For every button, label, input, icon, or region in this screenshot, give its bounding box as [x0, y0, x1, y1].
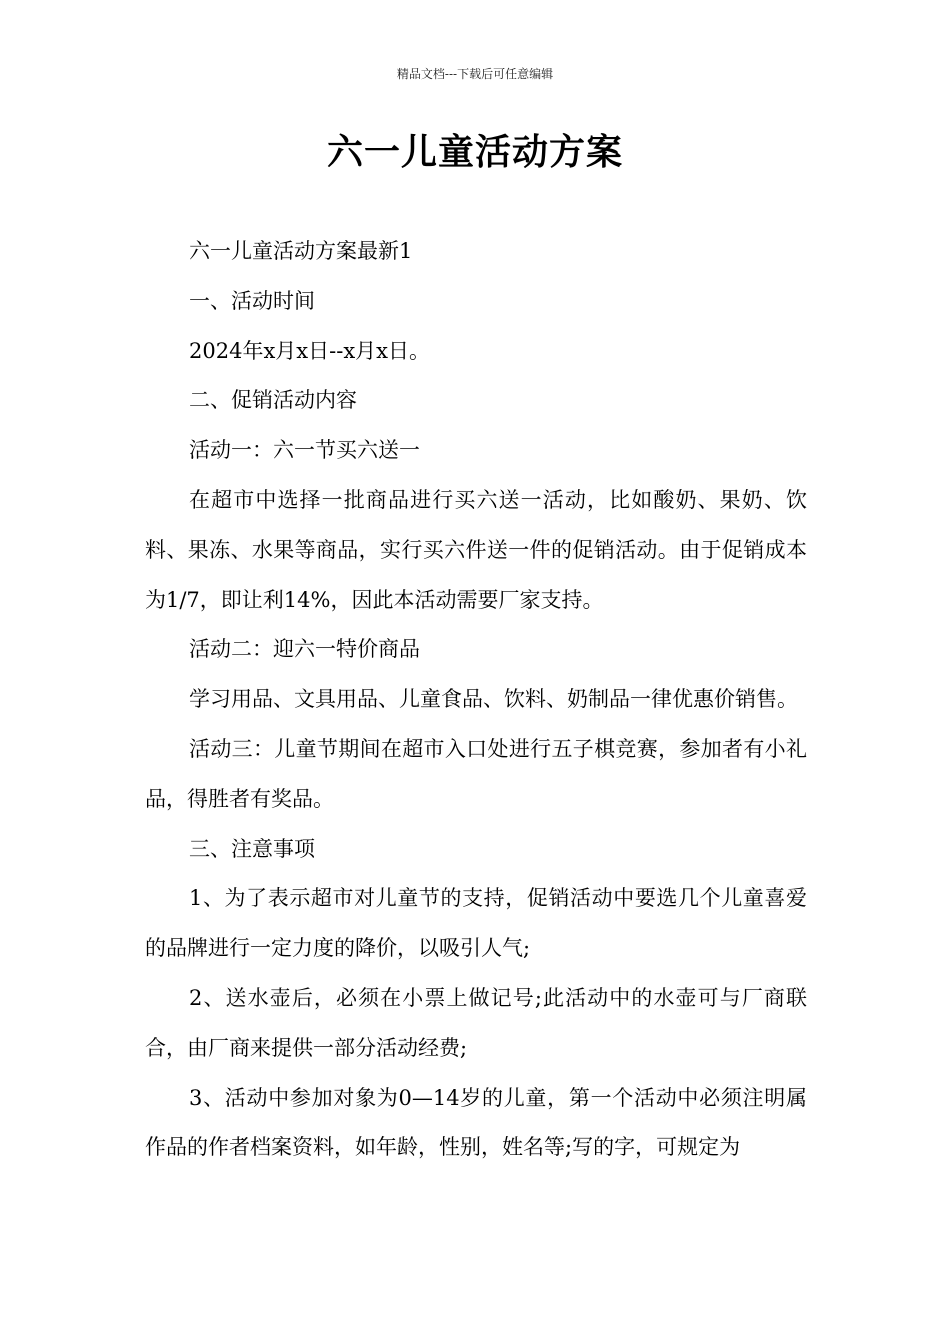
paragraph: 1、为了表示超市对儿童节的支持，促销活动中要选几个儿童喜爱的品牌进行一定力度的降价，以吸引人气;	[145, 886, 807, 961]
paragraph: 二、促销活动内容	[189, 388, 357, 413]
paragraph: 学习用品、文具用品、儿童食品、饮料、奶制品一律优惠价销售。	[189, 687, 798, 712]
header-note: 精品文档---下载后可任意编辑	[396, 67, 554, 81]
paragraph: 2、送水壶后，必须在小票上做记号;此活动中的水壶可与厂商联合，由厂商来提供一部分活动经费;	[145, 985, 807, 1060]
paragraph: 活动三：儿童节期间在超市入口处进行五子棋竞赛，参加者有小礼品，得胜者有奖品。	[145, 736, 807, 811]
paragraph: 2024年x月x日--x月x日。	[189, 338, 431, 363]
paragraph: 3、活动中参加对象为0—14岁的儿童，第一个活动中必须注明属作品的作者档案资料，如年龄，性别，姓名等;写的字，可规定为	[145, 1085, 807, 1160]
paragraph: 六一儿童活动方案最新1	[189, 239, 413, 263]
paragraph: 活动二：迎六一特价商品	[189, 637, 420, 662]
document-body	[145, 227, 807, 1173]
paragraph: 在超市中选择一批商品进行买六送一活动，比如酸奶、果奶、饮料、果冻、水果等商品，实行买六件送一件的促销活动。由于促销成本为1/7，即让利14%，因此本活动需要厂家支持。	[145, 487, 807, 612]
paragraph: 活动一：六一节买六送一	[189, 438, 420, 463]
paragraph: 三、注意事项	[189, 836, 315, 861]
document-title: 六一儿童活动方案	[326, 132, 623, 173]
paragraph: 一、活动时间	[189, 288, 315, 313]
